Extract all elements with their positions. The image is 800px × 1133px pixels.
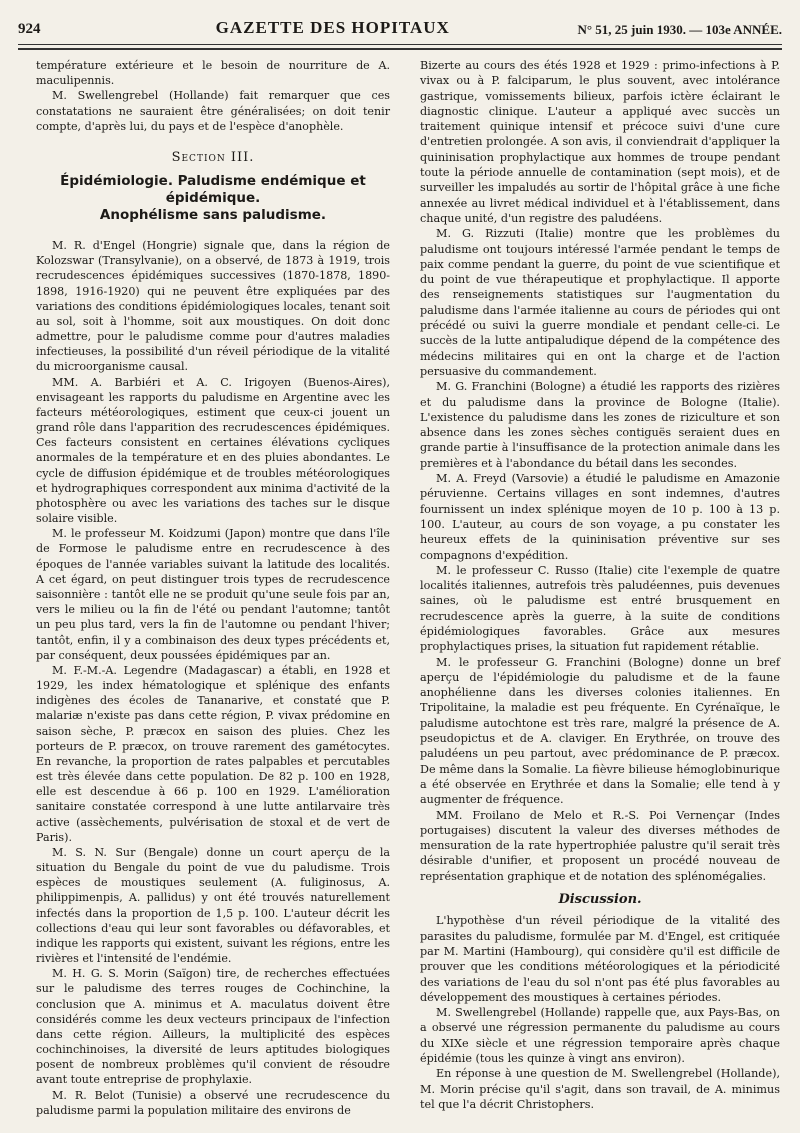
discussion-heading: Discussion.	[558, 892, 642, 908]
paragraph: température extérieure et le besoin de nourriture de A. maculipennis.	[36, 59, 390, 88]
paragraph: M. le professeur C. Russo (Italie) cite l'exemple de quatre localités italiennes, autrefois très paludéennes, puis devenues saines, où le paludisme est entré brusquement en recrudescence après la guerre, à la suite de conditions épidémiologiques favorables. Grâce aux mesures prophylactiques prises, la situation fut rapidement rétablie.	[420, 563, 780, 654]
paragraph: M. R. Belot (Tunisie) a observé une recrudescence du paludisme parmi la population militaire des environs de	[36, 1088, 390, 1117]
paragraph: MM. A. Barbiéri et A. C. Irigoyen (Buenos-Aires), envisageant les rapports du paludisme en Argentine avec les facteurs météorologiques, estiment que ceux-ci jouent un grand rôle dans l'apparition des recrudescences épidémiques. Ces facteurs consistent en certaines élévations cycliques anormales de la température et en des pluies abondantes. Le cycle de diffusion épidémique et de troubles météorologiques et hydrographiques correspondent aux minima d'activité de la photosphère ou avec les variations des taches sur le disque solaire visible.	[36, 375, 390, 526]
paragraph: M. G. Rizzuti (Italie) montre que les problèmes du paludisme ont toujours intéressé l'armée pendant le temps de paix comme pendant la guerre, du point de vue scientifique et du point de vue thérapeutique et prophylactique. Il apporte des renseignements statistiques sur l'augmentation du paludisme dans l'armée italienne au cours de périodes qui ont précédé ou suivi la guerre mondiale et pendant celle-ci. Le succès de la lutte antipaludique dépend de la compétence des médecins militaires qui en ont la charge et de l'action persuasive du commandement.	[420, 227, 780, 378]
header-rule-thin	[18, 44, 782, 45]
page-number: 924	[18, 21, 41, 37]
paragraph: M. H. G. S. Morin (Saïgon) tire, de recherches effectuées sur le paludisme des terres rouges de Cochinchine, la conclusion que A. minimus et A. maculatus doivent être considérés comme les deux vecteurs principaux de l'infection dans cette région. Ailleurs, la multiplicité des espèces cochinchinoises, la diversité de leurs aptitudes biologiques posent de nombreux problèmes qu'il convient de résoudre avant toute entreprise de prophylaxie.	[36, 967, 390, 1087]
section-label: Section III.	[171, 149, 255, 165]
section-title-line-2: Anophélisme sans paludisme.	[99, 207, 327, 224]
paragraph: En réponse à une question de M. Swellengrebel (Hollande), M. Morin précise qu'il s'agit, dans son travail, de A. minimus tel que l'a décrit Christophers.	[420, 1067, 780, 1111]
paragraph: Bizerte au cours des étés 1928 et 1929 : primo-infections à P. vivax ou à P. falciparum, le plus souvent, avec intolérance gastrique, vomissements bilieux, parfois ictère éclairant le diagnostic clinique. L'auteur a appliqué avec succès un traitement quinique intensif et précoce suivi d'une cure d'entretien prolongée. A son avis, il conviendrait d'appliquer la quininisation prophylactique aux hommes de troupe pendant toute la période annuelle de contamination (sept mois), et de surveiller les impaludés au sortir de l'hôpital grâce à une fiche annexée au livret médical individuel et à l'établissement, dans chaque unité, d'un registre des paludéens.	[420, 59, 780, 225]
paragraph: M. A. Freyd (Varsovie) a étudié le paludisme en Amazonie péruvienne. Certains villages en sont indemnes, d'autres fournissent un index splénique moyen de 10 p. 100 à 13 p. 100. L'auteur, au cours de son voyage, a pu constater les heureux effets de la quininisation préventive sur ses compagnons d'expédition.	[420, 472, 780, 562]
paragraph: M. Swellengrebel (Hollande) rappelle que, aux Pays-Bas, on a observé une régression permanente du paludisme au cours du XIXe siècle et une régression temporaire après chaque épidémie (tous les quinze à vingt ans environ).	[420, 1006, 780, 1065]
paragraph: M. S. N. Sur (Bengale) donne un court aperçu de la situation du Bengale du point de vue du paludisme. Trois espèces de moustiques seulement (A. fuliginosus, A. philippimenpis, A. pallidus) y ont été trouvés naturellement infectés dans la proportion de 1,5 p. 100. L'auteur décrit les collections d'eau qui leur sont favorables ou défavorables, et indique les rapports qui existent, suivant les régions, entre les rivières et l'intensité de l'endémie.	[36, 845, 390, 966]
right-column	[420, 58, 780, 1112]
journal-title: GAZETTE DES HOPITAUX	[215, 18, 450, 37]
header-rule-thick	[18, 48, 782, 50]
paragraph: MM. Froilano de Melo et R.-S. Poi Vernençar (Indes portugaises) discutent la valeur des diverses méthodes de mensuration de la rate hypertrophiée palustre qu'il serait très désirable d'unifier, et proposent un procédé nouveau de représentation graphique et de notation des splénomégalies.	[420, 808, 780, 883]
paragraph: M. R. d'Engel (Hongrie) signale que, dans la région de Kolozswar (Transylvanie), on a observé, de 1873 à 1919, trois recrudescences épidémiques successives (1870-1878, 1890-1898, 1916-1920) qui ne peuvent être expliquées par des variations des conditions épidémiologiques locales, tenant soit au sol, soit à l'homme, soit aux moustiques. On doit donc admettre, pour le paludisme comme pour d'autres maladies infectieuses, la possibilité d'un réveil périodique de la vitalité du microorganisme causal.	[36, 239, 390, 374]
paragraph: M. G. Franchini (Bologne) a étudié les rapports des rizières et du paludisme dans la province de Bologne (Italie). L'existence du paludisme dans les zones de riziculture et son absence dans les zones sèches contiguës seraient dues en grande partie à l'insuffisance de la protection animale dans les premières et à l'abondance du bétail dans les secondes.	[420, 380, 780, 470]
paragraph: M. le professeur M. Koidzumi (Japon) montre que dans l'île de Formose le paludisme entre en recrudescence à des époques de l'année variables suivant la latitude des localités. A cet égard, on peut distinguer trois types de recrudescence saisonnière : tantôt elle ne se produit qu'une seule fois par an, vers le milieu ou la fin de l'été ou pendant l'automne; tantôt un peu plus tard, vers la fin de l'automne ou pendant l'hiver; tantôt, enfin, il y a combinaison des deux types précédents et, par conséquent, deux poussées épidémiques par an.	[36, 527, 390, 662]
issue-info: N° 51, 25 juin 1930. — 103e ANNÉE.	[577, 22, 782, 37]
section-title	[36, 173, 390, 224]
section-title-line-1: Épidémiologie. Paludisme endémique et épidémique.	[60, 173, 366, 207]
page-header	[18, 12, 782, 38]
paragraph: M. F.-M.-A. Legendre (Madagascar) a établi, en 1928 et 1929, les index hématologique et splénique des enfants indigènes des écoles de Tananarive, et constaté que P. malariæ n'existe pas dans cette région, P. vivax prédomine en saison sèche, P. præcox en saison des pluies. Chez les porteurs de P. præcox, on trouve rarement des gamétocytes. En revanche, la proportion de rates palpables et percutables est très élevée dans cette population. De 82 p. 100 en 1928, elle est descendue à 66 p. 100 en 1929. L'amélioration sanitaire constatée correspond à une lutte antilarvaire très active (assèchements, pulvérisation de stoxal et de vert de Paris).	[36, 663, 390, 844]
left-column	[36, 58, 390, 1118]
paragraph: M. Swellengrebel (Hollande) fait remarquer que ces constatations ne sauraient être généralisées; on doit tenir compte, d'après lui, du pays et de l'espèce d'anophèle.	[36, 89, 390, 133]
paragraph: M. le professeur G. Franchini (Bologne) donne un bref aperçu de l'épidémiologie du paludisme et de la faune anophélienne dans les diverses colonies italiennes. En Tripolitaine, la maladie est peu fréquente. En Cyrénaïque, le paludisme autochtone est très rare, malgré la présence de A. pseudopictus et de A. claviger. En Erythrée, on trouve des paludéens un peu partout, avec prédominance de P. præcox. De même dans la Somalie. La fièvre bilieuse hémoglobinurique a été observée en Erythrée et dans la Somalie; elle tend à y augmenter de fréquence.	[420, 655, 780, 807]
paragraph: L'hypothèse d'un réveil périodique de la vitalité des parasites du paludisme, formulée par M. d'Engel, est critiquée par M. Martini (Hambourg), qui considère qu'il est difficile de prouver que les conditions météorologiques et la périodicité des variations de l'eau du sol n'ont pas été plus favorables au développement des moustiques à certaines périodes.	[420, 914, 780, 1004]
